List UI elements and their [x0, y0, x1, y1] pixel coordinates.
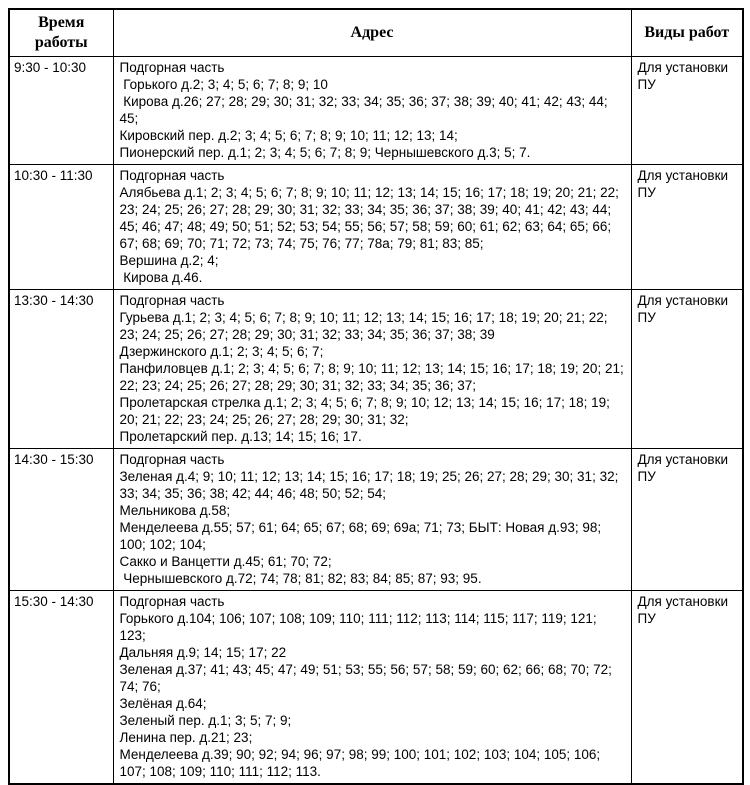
address-line: Вершина д.2; 4; [119, 253, 219, 268]
work-type-cell: Для установки ПУ [631, 165, 743, 290]
time-cell: 10:30 - 11:30 [9, 165, 113, 290]
address-line: Гурьева д.1; 2; 3; 4; 5; 6; 7; 8; 9; 10; 11; 12; 13; 14; 15; 16; 17; 18; 19; 20; 21; 22; 23; 24; 25; 26; 27; 28; 29; 30; 31; 32; 33; 34; 35; 36; 37; 38; 39 [119, 310, 612, 342]
address-line: Зелёная д.64; [119, 696, 207, 711]
address-cell [113, 57, 631, 165]
address-line: Зеленая д.37; 41; 43; 45; 47; 49; 51; 53; 55; 56; 57; 58; 59; 60; 62; 66; 68; 70; 72; 74; 76; [119, 662, 616, 694]
table-row [9, 57, 743, 165]
time-cell: 14:30 - 15:30 [9, 449, 113, 591]
address-cell [113, 165, 631, 290]
header-address: Адрес [113, 9, 631, 57]
table-body [9, 57, 743, 785]
header-time: Время работы [9, 9, 113, 57]
address-line: Пионерский пер. д.1; 2; 3; 4; 5; 6; 7; 8; 9; Чернышевского д.3; 5; 7. [119, 145, 531, 160]
address-line: Зеленая д.4; 9; 10; 11; 12; 13; 14; 15; 16; 17; 18; 19; 25; 26; 27; 28; 29; 30; 31; 32; 33; 34; 35; 36; 38; 42; 44; 46; 48; 50; 52; 54; [119, 469, 623, 501]
work-type-cell: Для установки ПУ [631, 591, 743, 785]
table-header [9, 9, 743, 57]
address-line: Подгорная часть [119, 293, 225, 308]
work-type-cell: Для установки ПУ [631, 449, 743, 591]
address-line: Мельникова д.58; [119, 503, 231, 518]
address-cell [113, 449, 631, 591]
work-schedule-table [8, 8, 744, 785]
address-cell [113, 290, 631, 449]
address-line: Подгорная часть [119, 452, 225, 467]
address-line: Ленина пер. д.21; 23; [119, 730, 253, 745]
address-line: Алябьева д.1; 2; 3; 4; 5; 6; 7; 8; 9; 10; 11; 12; 13; 14; 15; 16; 17; 18; 19; 20; 21; 22; 23; 24; 25; 26; 27; 28; 29; 30; 31; 32; 33; 34; 35; 36; 37; 38; 39; 40; 41; 42; 43; 44; 45; 46; 47; 48; 49; 50; 51; 52; 53; 54; 55; 56; 57; 58; 59; 60; 61; 62; 63; 64; 65; 66; 67; 68; 69; 70; 71; 72; 73; 74; 75; 76; 77; 78а; 79; 81; 83; 85; [119, 185, 623, 251]
table-row [9, 165, 743, 290]
work-type-cell: Для установки ПУ [631, 290, 743, 449]
work-type-cell: Для установки ПУ [631, 57, 743, 165]
address-line: Подгорная часть [119, 168, 225, 183]
table-row [9, 449, 743, 591]
header-work-type: Виды работ [631, 9, 743, 57]
address-line: Дальняя д.9; 14; 15; 17; 22 [119, 645, 287, 660]
table-row [9, 290, 743, 449]
time-cell: 15:30 - 14:30 [9, 591, 113, 785]
address-line: Подгорная часть [119, 60, 225, 75]
address-line: Дзержинского д.1; 2; 3; 4; 5; 6; 7; [119, 344, 324, 359]
address-line: Сакко и Ванцетти д.45; 61; 70; 72; [119, 554, 332, 569]
address-line: Менделеева д.55; 57; 61; 64; 65; 67; 68; 69; 69а; 71; 73; БЫТ: Новая д.93; 98; 100; 102; 104; [119, 520, 605, 552]
time-cell: 9:30 - 10:30 [9, 57, 113, 165]
address-line: Пролетарская стрелка д.1; 2; 3; 4; 5; 6; 7; 8; 9; 10; 12; 13; 14; 15; 16; 17; 18; 19; 20; 21; 22; 23; 24; 25; 26; 27; 28; 29; 30; 31; 32; [119, 395, 614, 427]
address-line: Пролетарский пер. д.13; 14; 15; 16; 17. [119, 429, 362, 444]
table-row [9, 591, 743, 785]
address-line: Кирова д.26; 27; 28; 29; 30; 31; 32; 33; 34; 35; 36; 37; 38; 39; 40; 41; 42; 43; 44; 45; [119, 94, 612, 126]
address-line: Менделеева д.39; 90; 92; 94; 96; 97; 98; 99; 100; 101; 102; 103; 104; 105; 106; 107; 108; 109; 110; 111; 112; 113. [119, 747, 604, 779]
address-line: Горького д.2; 3; 4; 5; 6; 7; 8; 9; 10 [119, 77, 328, 92]
address-line: Панфиловцев д.1; 2; 3; 4; 5; 6; 7; 8; 9; 10; 11; 12; 13; 14; 15; 16; 17; 18; 19; 20; 21; 22; 23; 24; 25; 26; 27; 28; 29; 30; 31; 32; 33; 34; 35; 36; 37; [119, 361, 628, 393]
address-line: Чернышевского д.72; 74; 78; 81; 82; 83; 84; 85; 87; 93; 95. [119, 571, 482, 586]
address-line: Кировский пер. д.2; 3; 4; 5; 6; 7; 8; 9; 10; 11; 12; 13; 14; [119, 128, 458, 143]
address-cell [113, 591, 631, 785]
address-line: Горького д.104; 106; 107; 108; 109; 110; 111; 112; 113; 114; 115; 117; 119; 121; 123; [119, 611, 601, 643]
address-line: Зеленый пер. д.1; 3; 5; 7; 9; [119, 713, 292, 728]
address-line: Подгорная часть [119, 594, 225, 609]
header-row [9, 9, 743, 57]
address-line: Кирова д.46. [119, 270, 203, 285]
time-cell: 13:30 - 14:30 [9, 290, 113, 449]
